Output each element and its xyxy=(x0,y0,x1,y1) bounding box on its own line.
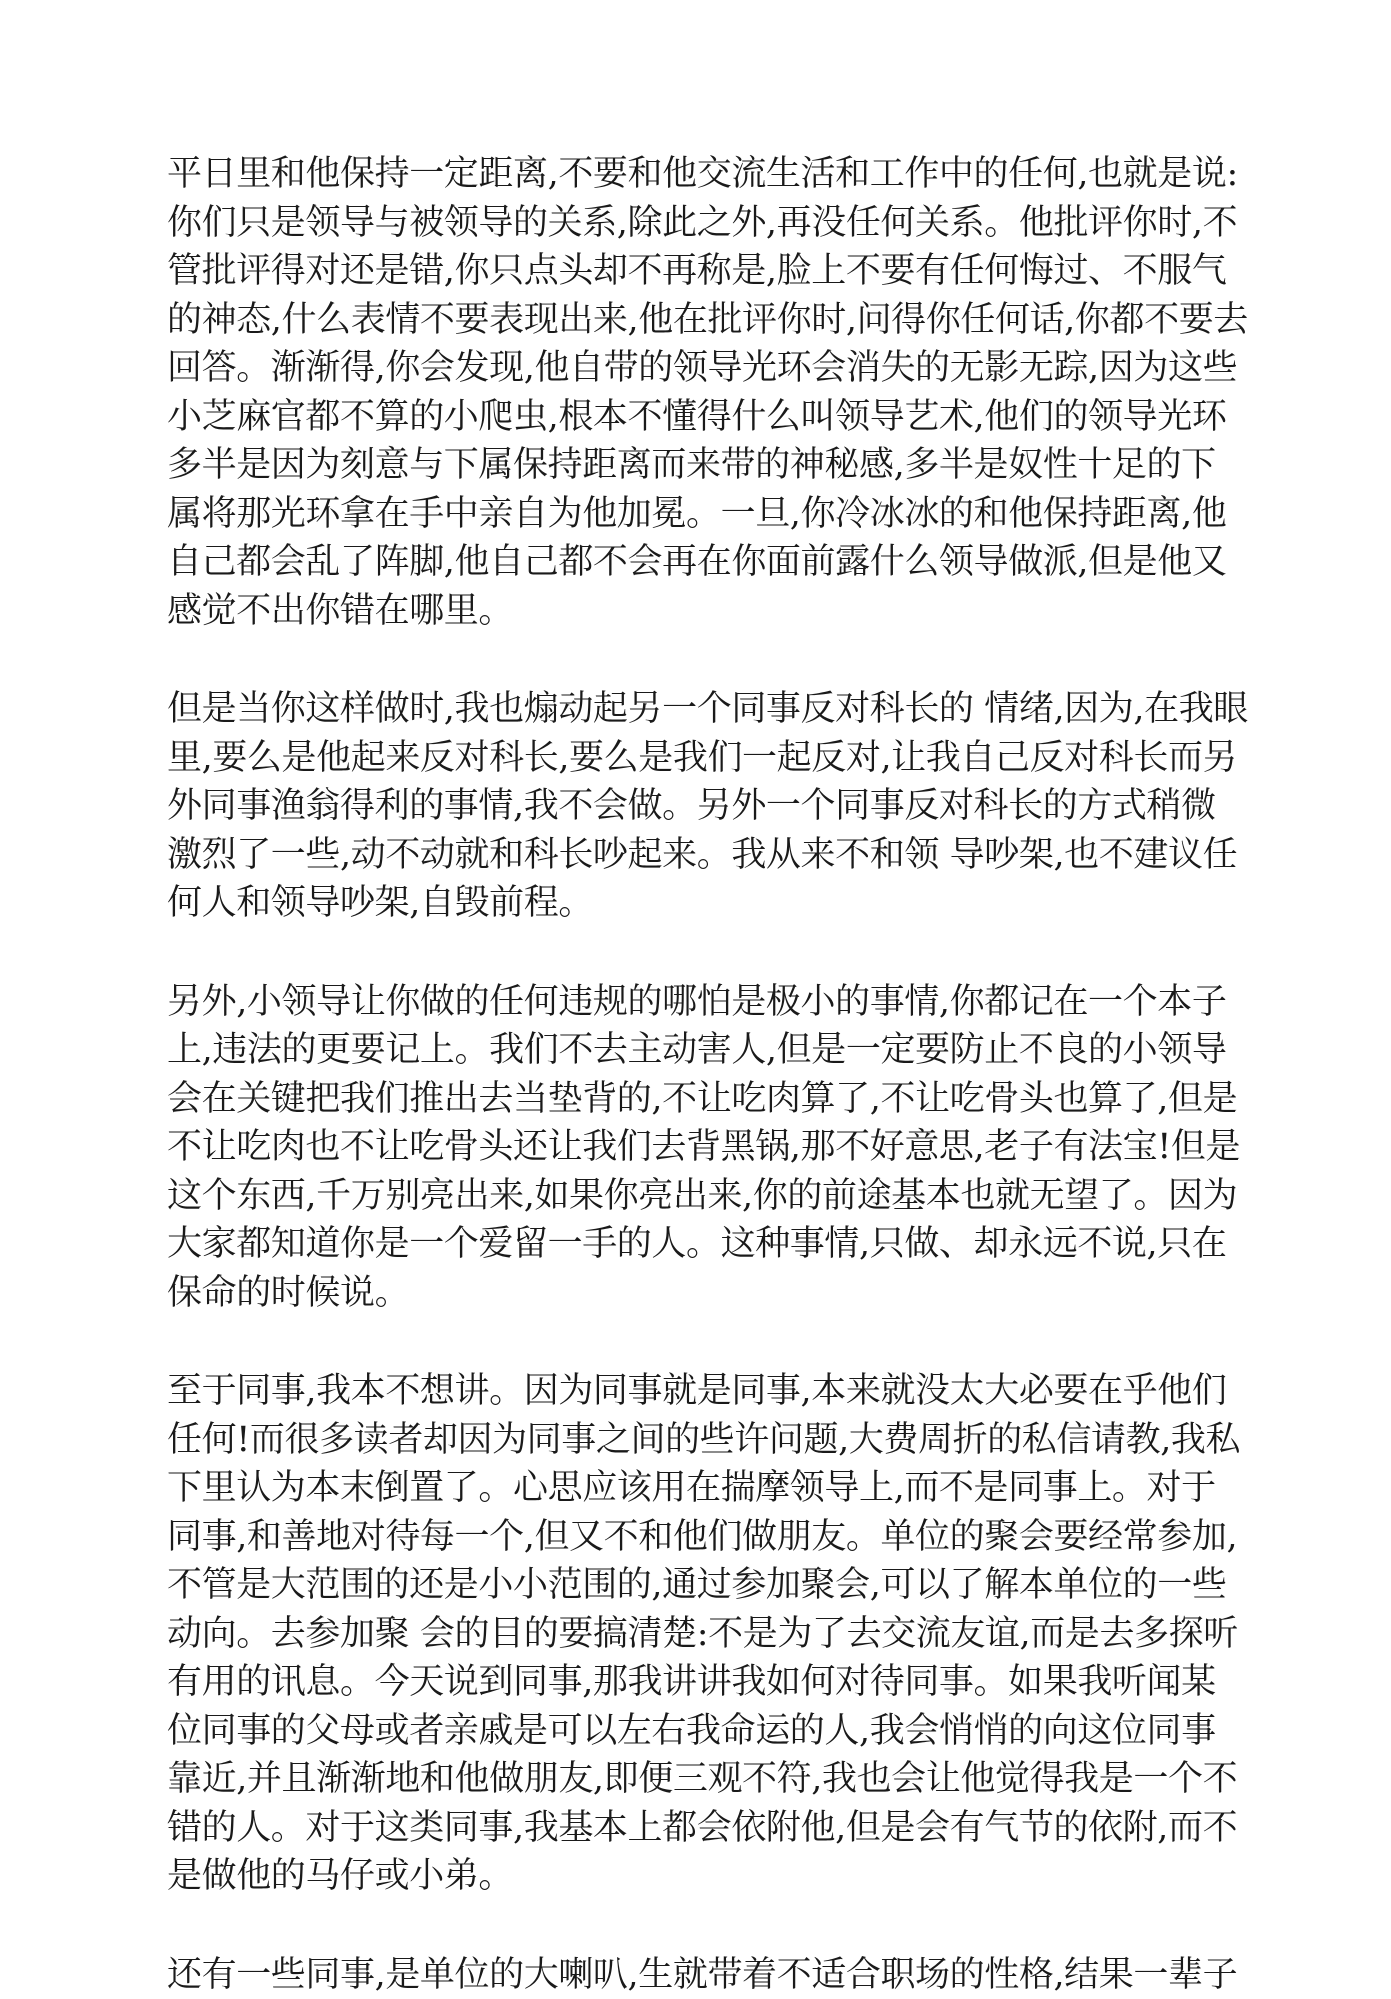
text-line: 至于同事,我本不想讲。因为同事就是同事,本来就没太大必要在乎他们 xyxy=(167,1367,1227,1416)
paragraph xyxy=(167,1367,1227,1901)
text-line: 不管是大范围的还是小小范围的,通过参加聚会,可以了解本单位的一些 xyxy=(167,1561,1227,1610)
paragraph-spacer xyxy=(167,1901,1227,1951)
paragraph xyxy=(167,978,1227,1318)
paragraph-spacer xyxy=(167,635,1227,685)
paragraph-spacer xyxy=(167,1317,1227,1367)
text-line: 保命的时候说。 xyxy=(167,1269,1227,1318)
text-line: 错的人。对于这类同事,我基本上都会依附他,但是会有气节的依附,而不 xyxy=(167,1804,1227,1853)
text-line: 属将那光环拿在手中亲自为他加冕。一旦,你冷冰冰的和他保持距离,他 xyxy=(167,490,1227,539)
text-line: 的神态,什么表情不要表现出来,他在批评你时,问得你任何话,你都不要去 xyxy=(167,296,1227,345)
text-line: 下里认为本末倒置了。心思应该用在揣摩领导上,而不是同事上。对于 xyxy=(167,1464,1227,1513)
paragraph xyxy=(167,1951,1227,1999)
paragraph-spacer xyxy=(167,928,1227,978)
text-line: 里,要么是他起来反对科长,要么是我们一起反对,让我自己反对科长而另 xyxy=(167,734,1227,783)
text-line: 平日里和他保持一定距离,不要和他交流生活和工作中的任何,也就是说: xyxy=(167,150,1227,199)
text-line: 感觉不出你错在哪里。 xyxy=(167,587,1227,636)
text-line: 激烈了一些,动不动就和科长吵起来。我从来不和领 导吵架,也不建议任 xyxy=(167,831,1227,880)
text-line: 动向。去参加聚 会的目的要搞清楚:不是为了去交流友谊,而是去多探听 xyxy=(167,1610,1227,1659)
text-line: 外同事渔翁得利的事情,我不会做。另外一个同事反对科长的方式稍微 xyxy=(167,782,1227,831)
paragraph xyxy=(167,685,1227,928)
text-line: 但是当你这样做时,我也煽动起另一个同事反对科长的 情绪,因为,在我眼 xyxy=(167,685,1227,734)
text-line: 回答。渐渐得,你会发现,他自带的领导光环会消失的无影无踪,因为这些 xyxy=(167,344,1227,393)
text-line: 大家都知道你是一个爱留一手的人。这种事情,只做、却永远不说,只在 xyxy=(167,1220,1227,1269)
text-line: 是做他的马仔或小弟。 xyxy=(167,1852,1227,1901)
body-text xyxy=(167,150,1227,1999)
text-line: 有用的讯息。今天说到同事,那我讲讲我如何对待同事。如果我听闻某 xyxy=(167,1658,1227,1707)
text-line: 位同事的父母或者亲戚是可以左右我命运的人,我会悄悄的向这位同事 xyxy=(167,1707,1227,1756)
text-line: 另外,小领导让你做的任何违规的哪怕是极小的事情,你都记在一个本子 xyxy=(167,978,1227,1027)
text-line: 小芝麻官都不算的小爬虫,根本不懂得什么叫领导艺术,他们的领导光环 xyxy=(167,393,1227,442)
text-line: 还有一些同事,是单位的大喇叭,生就带着不适合职场的性格,结果一辈子 xyxy=(167,1951,1227,1999)
text-line: 同事,和善地对待每一个,但又不和他们做朋友。单位的聚会要经常参加, xyxy=(167,1513,1227,1562)
text-line: 上,违法的更要记上。我们不去主动害人,但是一定要防止不良的小领导 xyxy=(167,1026,1227,1075)
text-line: 任何!而很多读者却因为同事之间的些许问题,大费周折的私信请教,我私 xyxy=(167,1416,1227,1465)
text-line: 你们只是领导与被领导的关系,除此之外,再没任何关系。他批评你时,不 xyxy=(167,199,1227,248)
text-line: 靠近,并且渐渐地和他做朋友,即便三观不符,我也会让他觉得我是一个不 xyxy=(167,1755,1227,1804)
text-line: 这个东西,千万别亮出来,如果你亮出来,你的前途基本也就无望了。因为 xyxy=(167,1172,1227,1221)
paragraph xyxy=(167,150,1227,635)
text-line: 会在关键把我们推出去当垫背的,不让吃肉算了,不让吃骨头也算了,但是 xyxy=(167,1075,1227,1124)
text-line: 自己都会乱了阵脚,他自己都不会再在你面前露什么领导做派,但是他又 xyxy=(167,538,1227,587)
text-line: 多半是因为刻意与下属保持距离而来带的神秘感,多半是奴性十足的下 xyxy=(167,441,1227,490)
text-line: 不让吃肉也不让吃骨头还让我们去背黑锅,那不好意思,老子有法宝!但是 xyxy=(167,1123,1227,1172)
text-line: 管批评得对还是错,你只点头却不再称是,脸上不要有任何悔过、不服气 xyxy=(167,247,1227,296)
text-line: 何人和领导吵架,自毁前程。 xyxy=(167,879,1227,928)
